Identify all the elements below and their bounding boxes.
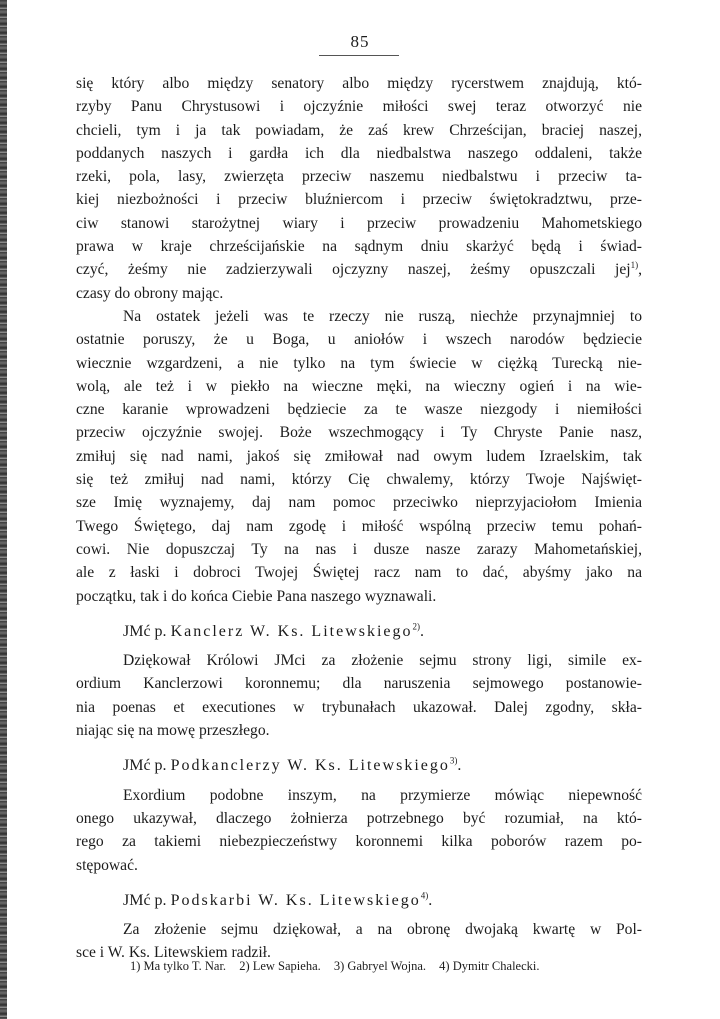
text-line: prawa w kraje chrześcijańskie na sądnym dniu skarżyć będą i świad- [76, 238, 642, 256]
text-line: poddanych naszych i gardła ich dla niedbalstwa naszego oddaleni, także [76, 144, 642, 162]
text-line: cowi. Nie dopuszczaj Ty na nas i dusze nasze zarazy Mahometańskiej, [76, 540, 642, 558]
heading-prefix: JMć p. [123, 891, 167, 909]
text-line: sce i W. Ks. Litewskiem radził. [76, 944, 271, 962]
text-line: się który albo między senatory albo między rycerstwem znajdują, któ- [76, 75, 642, 92]
text-line: onego ukazywał, dlaczego żołnierza potrzebnego być rozumiał, na któ- [76, 809, 642, 827]
text-line: ostatnie poruszy, że u Boga, u aniołów i wszech narodów będziecie [76, 331, 642, 349]
text-line: wiecznie wzgardzeni, a nie tylko na tym świecie w ciężką Turecką nie- [76, 354, 642, 372]
text-line: sze Imię wyznajemy, daj nam pomoc przeciwko nieprzyjaciołom Imienia [76, 494, 642, 512]
footnote-mark: 3) [449, 755, 458, 766]
footnote-mark: 2) [412, 621, 421, 632]
section-heading-2: JMć p. Podkanclerzy W. Ks. Litewskiego$^{3)}$. [123, 755, 462, 775]
paragraph-4 [76, 784, 642, 877]
heading-name: Podkanclerzy W. Ks. Litewskiego [170, 757, 450, 775]
footnote-mark: 1) [630, 260, 639, 271]
text-fragment: czyć, żeśmy nie zadzierzywali ojczyzny naszej, żeśmy opuszczali jej [76, 261, 631, 279]
text-line: ale z łaski i dobroci Twojej Świętej racz nam to dać, abyśmy jako na [76, 564, 642, 582]
text-line: czyć, żeśmy nie zadzierzywali ojczyzny naszej, żeśmy opuszczali jej$^{1)}$, [76, 260, 642, 279]
text-line: ordium Kanclerzowi koronnemu; dla naruszenia sejmowego postanowie- [76, 675, 642, 693]
scanned-page-edge [0, 0, 7, 1019]
text-line: zmiłuj się nad nami, jakoś się zmiłował nad owym ludem Izraelskim, tak [76, 447, 642, 465]
text-line: się też zmiłuj nad nami, którzy Cię chwalemy, którzy Twoje Najświęt- [76, 471, 642, 489]
footnote-4: 4) Dymitr Chalecki. [439, 959, 540, 973]
text-line: rzyby Panu Chrystusowi i ojczyźnie miłości swej teraz otworzyć nie [76, 98, 642, 116]
text-line: chcieli, tym i ja tak powiadam, że zaś krew Chrześcijan, braciej naszej, [76, 121, 642, 139]
text-line: Za złożenie sejmu dziękował, a na obronę dwojaką kwartę w Pol- [123, 921, 642, 939]
footnote-1: 1) Ma tylko T. Nar. [130, 959, 227, 973]
heading-prefix: JMć p. [123, 757, 167, 775]
paragraph-3 [76, 649, 642, 742]
paragraph-1 [76, 72, 642, 305]
page-number: 85 [350, 32, 370, 51]
text-line: ciw stanowi starożytnej wiary i przeciw prowadzeniu Mahometskiego [76, 214, 642, 232]
page-number-rule [319, 55, 399, 56]
text-line: stępować. [76, 856, 138, 874]
text-line: Dziękował Królowi JMci za złożenie sejmu strony ligi, simile ex- [123, 652, 642, 670]
text-line: rego za takiemi niebezpieczeństwy koronnemi kilka poborów razem po- [76, 833, 642, 851]
body-text [76, 72, 642, 965]
footnote-mark: 4) [420, 890, 429, 901]
heading-prefix: JMć p. [123, 622, 167, 640]
paragraph-2 [76, 305, 642, 608]
text-line: nia poenas et executiones w trybunałach ukazował. Dalej zgodny, skła- [76, 698, 642, 716]
section-heading-1: JMć p. Kanclerz W. Ks. Litewskiego$^{2)}$. [123, 621, 425, 640]
footnote-3: 3) Gabryel Wojna. [333, 959, 427, 973]
text-line: rzeki, pola, lasy, zwierzęta przeciw naszemu niedbalstwu i przeciw ta- [76, 168, 642, 186]
text-line: czne karanie wprowadzeni będziecie za te wasze niezgody i niemiłości [76, 401, 642, 419]
text-line: kiej niezbożności i przeciw bluźniercom i przeciw świętokradztwu, prze- [76, 191, 642, 209]
heading-name: Kanclerz W. Ks. Litewskiego [170, 622, 413, 640]
text-line: Twego Świętego, daj nam zgodę i miłość wspólną przeciw temu pohań- [76, 517, 642, 535]
footnote-2: 2) Lew Sapieha. [239, 959, 321, 973]
text-line: początku, tak i do końca Ciebie Pana naszego wyznawali. [76, 587, 437, 605]
paragraph-5 [76, 918, 642, 965]
text-line: wolą, ale też i w piekło na wieczne męki, na wieczny ogień i na wie- [76, 377, 642, 395]
section-heading-3: JMć p. Podskarbi W. Ks. Litewskiego$^{4)}$. [123, 890, 433, 909]
text-line: przeciw ojczyźnie swojej. Boże wszechmogący i Ty Chryste Panie nasz, [76, 424, 642, 442]
text-line: Exordium podobne inszym, na przymierze mówiąc niepewność [123, 786, 642, 804]
text-line: czasy do obrony mając. [76, 284, 224, 302]
text-line: Na ostatek jeżeli was te rzeczy nie ruszą, niechże przynajmniej to [123, 307, 642, 325]
heading-name: Podskarbi W. Ks. Litewskiego [170, 891, 421, 909]
footnotes [130, 959, 650, 974]
text-line: niając się na mowę przeszłego. [76, 722, 270, 740]
